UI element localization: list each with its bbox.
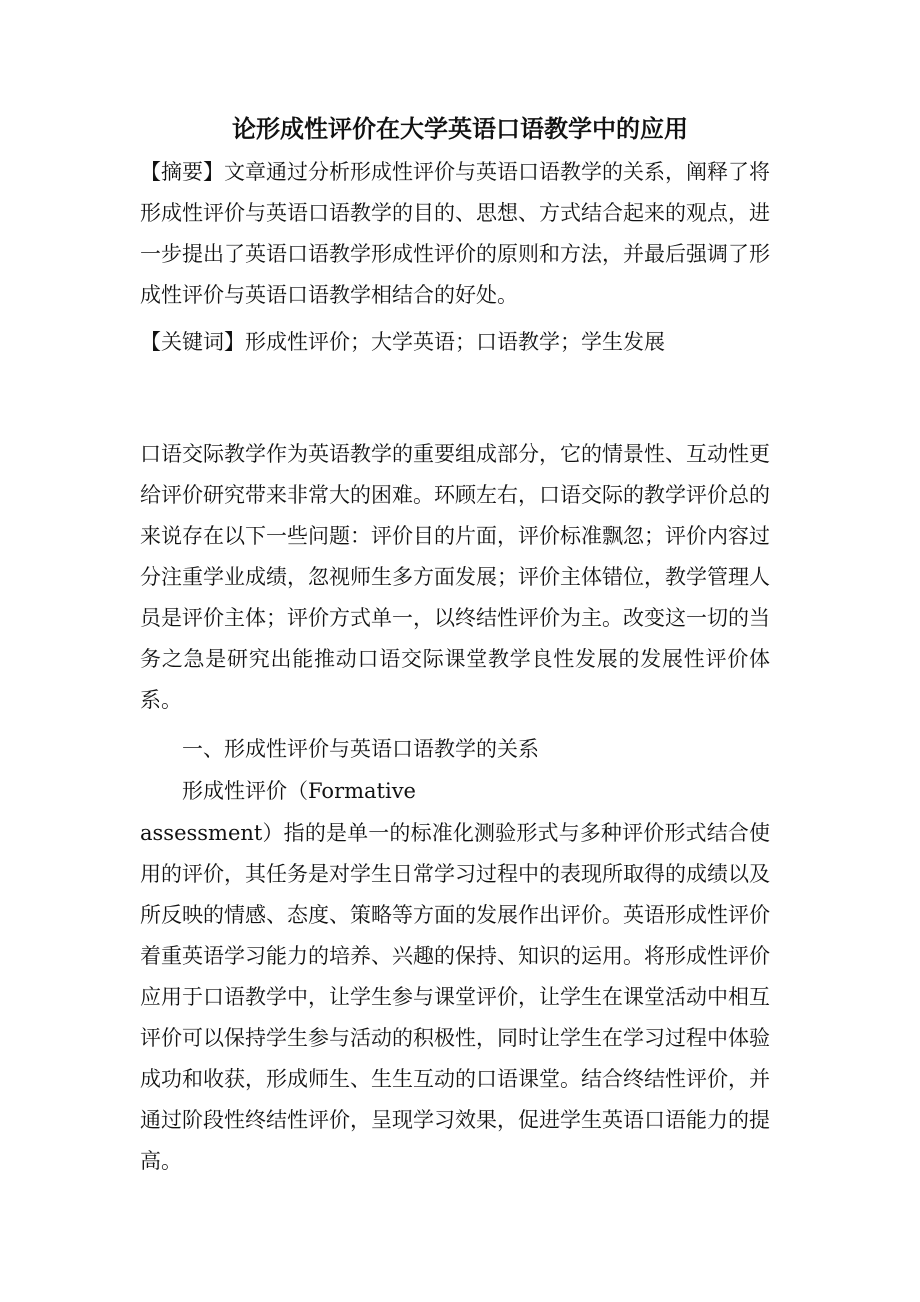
body-paragraph: 口语交际教学作为英语教学的重要组成部分，它的情景性、互动性更给评价研究带来非常大的困难。环顾左右，口语交际的教学评价总的来说存在以下一些问题：评价目的片面，评价标准飘忽；评价内容过分注重学业成绩，忽视师生多方面发展；评价主体错位，教学管理人员是评价主体；评价方式单一，以终结性评价为主。改变这一切的当务之急是研究出能推动口语交际课堂教学良性发展的发展性评价体系。 bbox=[140, 442, 770, 712]
abstract-paragraph: 【摘要】文章通过分析形成性评价与英语口语教学的关系，阐释了将形成性评价与英语口语教学的目的、思想、方式结合起来的观点，进一步提出了英语口语教学形成性评价的原则和方法，并最后强调了形成性评价与英语口语教学相结合的好处。 bbox=[140, 160, 770, 307]
section-heading: 一、形成性评价与英语口语教学的关系 bbox=[182, 737, 539, 761]
document-title: 论形成性评价在大学英语口语教学中的应用 bbox=[232, 114, 688, 143]
body-paragraph-first-line: 形成性评价（Formative bbox=[182, 779, 416, 803]
keywords-line: 【关键词】形成性评价；大学英语；口语教学；学生发展 bbox=[140, 330, 665, 354]
body-paragraph: assessment）指的是单一的标准化测验形式与多种评价形式结合使用的评价，其任务是对学生日常学习过程中的表现所取得的成绩以及所反映的情感、态度、策略等方面的发展作出评价。英语形成性评价着重英语学习能力的培养、兴趣的保持、知识的运用。将形成性评价应用于口语教学中，让学生参与课堂评价，让学生在课堂活动中相互评价可以保持学生参与活动的积极性，同时让学生在学习过程中体验成功和收获，形成师生、生生互动的口语课堂。结合终结性评价，并通过阶段性终结性评价，呈现学习效果，促进学生英语口语能力的提高。 bbox=[140, 821, 770, 1173]
